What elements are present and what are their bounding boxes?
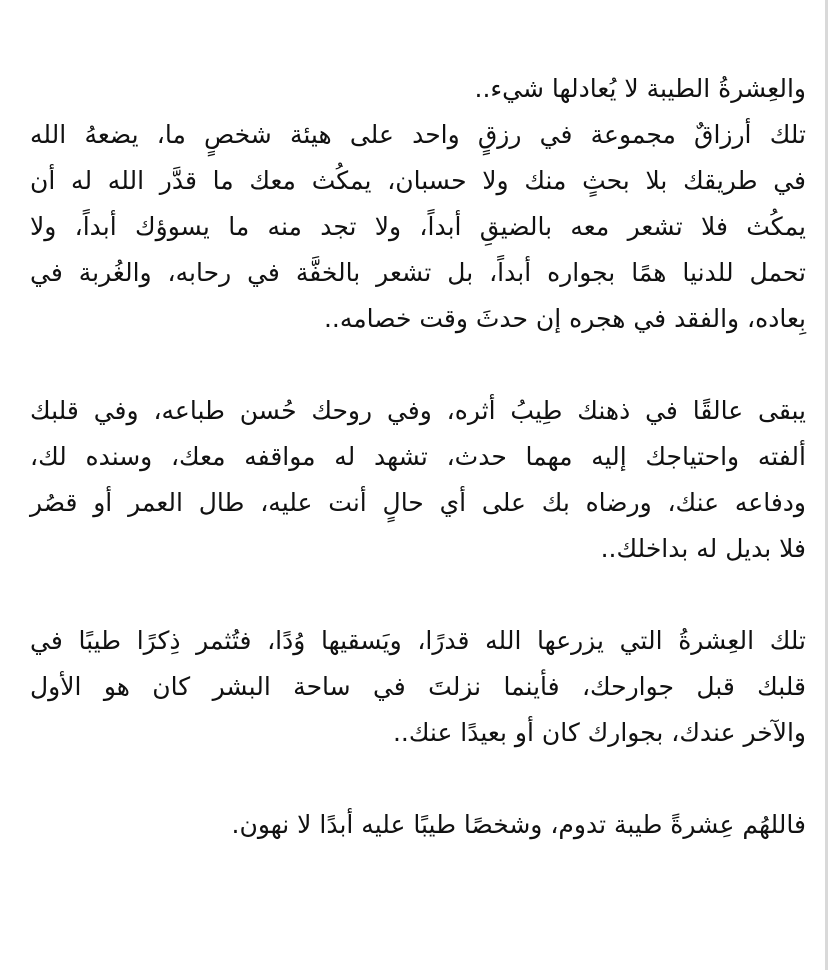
text-line: تلك أرزاقٌ مجموعة في رزقٍ واحد على هيئة شخصٍ ما، يضعهُ الله <box>30 120 806 149</box>
text-line: تحمل للدنيا همًا بجواره أبداً، بل تشعر بالخفَّة في رحابه، والغُربة في <box>30 258 806 287</box>
paragraph-3 <box>30 618 806 756</box>
text-line: يبقى عالقًا في ذهنك طِيبُ أثره، وفي روحك حُسن طباعه، وفي قلبك <box>30 396 806 425</box>
paragraph-1 <box>30 66 806 342</box>
text-line: بِعاده، والفقد في هجره إن حدثَ وقت خصامه.. <box>323 304 806 333</box>
text-line: والآخر عندك، بجوارك كان أو بعيدًا عنك.. <box>392 718 806 747</box>
text-line: فلا بديل له بداخلك.. <box>600 534 806 563</box>
paragraph-2 <box>30 388 806 572</box>
text-line: في طريقك بلا بحثٍ منك ولا حسبان، يمكُث معك ما قدَّر الله له أن <box>30 166 806 195</box>
text-line: تلك العِشرةُ التي يزرعها الله قدرًا، ويَسقيها وُدًا، فتُثمر ذِكرًا طيبًا في <box>30 626 806 655</box>
text-line: يمكُث فلا تشعر معه بالضيقِ أبداً، ولا تجد منه ما يسوؤك أبداً، ولا <box>30 212 806 241</box>
text-line: والعِشرةُ الطيبة لا يُعادلها شيء.. <box>474 74 806 103</box>
paragraph-4 <box>30 802 806 848</box>
text-line: قلبك قبل جوارحك، فأينما نزلتَ في ساحة البشر كان هو الأول <box>30 672 806 701</box>
text-line: ودفاعه عنك، ورضاه بك على أي حالٍ أنت عليه، طال العمر أو قصُر <box>30 488 806 517</box>
text-line: ألفته واحتياجك إليه مهما حدث، تشهد له مواقفه معك، وسنده لك، <box>30 442 806 471</box>
document-body <box>30 66 806 848</box>
text-line: فاللهُم عِشرةً طيبة تدوم، وشخصًا طيبًا عليه أبدًا لا نهون. <box>231 810 806 839</box>
